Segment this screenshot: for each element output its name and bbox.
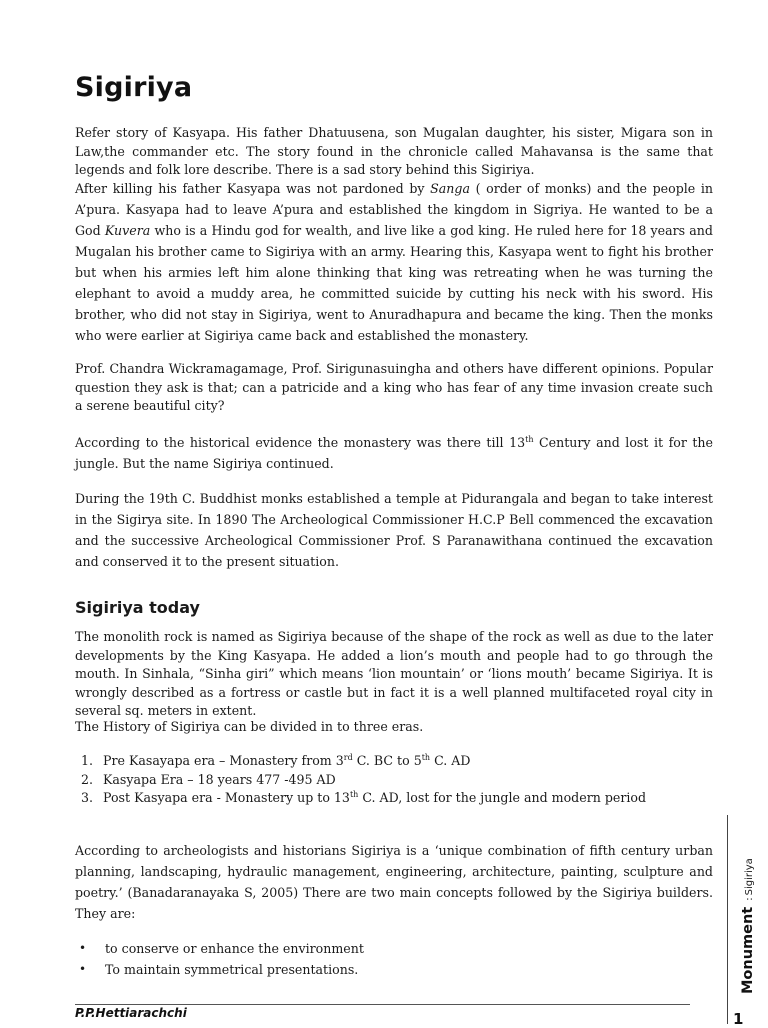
italic-term-kuvera: Kuvera — [104, 223, 151, 238]
superscript: th — [349, 789, 359, 799]
bullet-icon: • — [79, 941, 87, 955]
today-paragraph-1: The monolith rock is named as Sigiriya because of the shape of the rock as well as due to the later developments by the King Kasyapa. He added a lion’s mouth and people had to go through the mouth. In Sinhala, “Sinha giri” which means ‘lion mountain’ or ‘lions mouth’ became Sigiriya. It is wrongly described as a fortress or castle but in fact it is a well planned multifaceted royal city in several sq. meters in extent. — [75, 629, 713, 718]
text-run: C. AD, lost for the jungle and modern period — [358, 790, 647, 805]
text-run: Kasyapa Era – 18 years 477 -495 AD — [103, 771, 336, 787]
text-run: To maintain symmetrical presentations. — [105, 962, 359, 977]
text-run: Century and lost it for the jungle. But the name Sigiriya continued. — [75, 435, 713, 471]
text-run: to conserve or enhance the environment — [105, 941, 364, 956]
text-run: C. BC to 5 — [352, 753, 422, 768]
intro-paragraph-1: Refer story of Kasyapa. His father Dhatuusena, son Mugalan daughter, his sister, Migara son in Law,the commander etc. The story found in the chronicle called Mahavansa is the same that legends and folk lore describe. There is a sad story behind this Sigiriya. — [75, 125, 713, 177]
today-paragraph-3: According to archeologists and historians Sigiriya is a ‘unique combination of fifth century urban planning, landscaping, hydraulic management, engineering, architecture, painting, sculpture and poetry.’ (Banadaranayaka S, 2005) There are two main concepts followed by the Sigiriya builders. They are: — [75, 843, 713, 921]
italic-term-sanga: Sanga — [430, 181, 470, 196]
superscript: th — [525, 434, 534, 444]
side-divider — [727, 815, 728, 1024]
intro-paragraph-3: Prof. Chandra Wickramagamage, Prof. Sirigunasuingha and others have different opinions. Popular question they ask is that; can a patricide and a king who has fear of any time invasion create such a serene beautiful city? — [75, 361, 713, 413]
text-run: Post Kasyapa era - Monastery up to 13 — [103, 790, 350, 805]
superscript: rd — [343, 752, 353, 762]
concept-item — [79, 959, 665, 980]
bullet-icon: • — [79, 962, 87, 976]
text-run: According to the historical evidence the monastery was there till 13 — [75, 435, 526, 450]
intro-paragraph-2 — [75, 178, 713, 346]
era-item — [97, 771, 737, 790]
section-heading-sigiriya-today: Sigiriya today — [75, 598, 200, 617]
footer-divider — [75, 1004, 690, 1005]
eras-list — [75, 752, 737, 808]
side-label-topic: Sigiriya — [744, 858, 755, 896]
concepts-list — [75, 938, 665, 980]
concept-item — [79, 938, 665, 959]
text-run: After killing his father Kasyapa was not pardoned by — [75, 181, 431, 196]
footer-author: P.P.Hettiarachchi — [75, 1006, 187, 1020]
intro-paragraph-4 — [75, 432, 713, 474]
intro-paragraph-5: During the 19th C. Buddhist monks established a temple at Pidurangala and began to take interest in the Sigirya site. In 1890 The Archeological Commissioner H.C.P Bell commenced the excavation and the successive Archeological Commissioner Prof. S Paranawithana continued the excavation and conserved it to the present situation. — [75, 491, 713, 569]
text-run: ( order of monks) and the people in A’pura. Kasyapa had to leave A’pura and established the kingdom in Sigriya. He wanted to be a God — [75, 181, 714, 238]
superscript: th — [421, 752, 431, 762]
text-run: who is a Hindu god for wealth, and live like a god king. He ruled here for 18 years and Mugalan his brother came to Sigiriya with an army. Hearing this, Kasyapa went to fight his brother but when his armies left him alone thinking that king was retreating when he was turning the elephant to avoid a muddy area, he committed suicide by cutting his neck with his sword. His brother, who did not stay in Sigiriya, went to Anuradhapura and became the king. Then the monks who were earlier at Sigiriya came back and established the monastery. — [75, 223, 713, 343]
text-run: C. AD — [430, 753, 471, 768]
today-paragraph-2: The History of Sigiriya can be divided in to three eras. — [75, 719, 424, 734]
text-run: Pre Kasayapa era – Monastery from 3 — [103, 753, 344, 768]
era-item — [97, 789, 737, 808]
page-title: Sigiriya — [75, 72, 193, 103]
side-label-main: Monument — [740, 906, 756, 994]
page-number: 1 — [733, 1010, 744, 1028]
side-section-label — [737, 858, 756, 994]
era-item — [97, 752, 737, 771]
side-label-separator: : — [744, 897, 755, 901]
